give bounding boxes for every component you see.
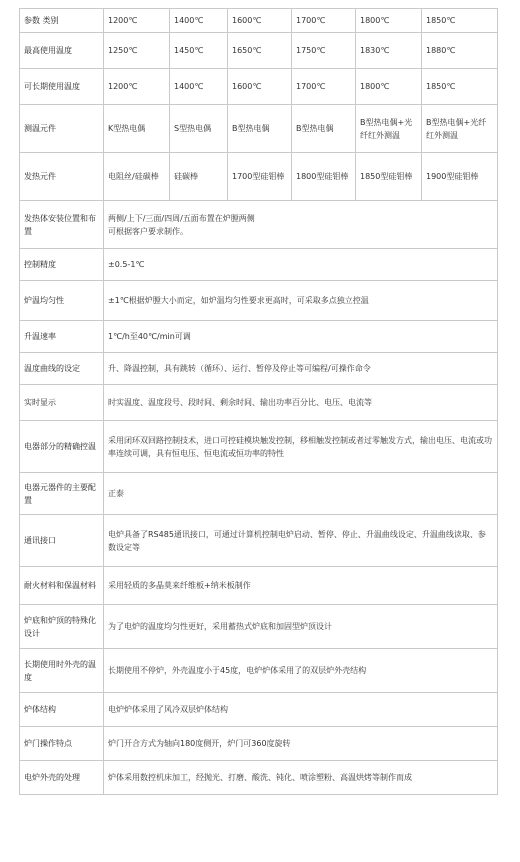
spec-cell: 1600℃ xyxy=(228,9,292,33)
spec-cell: 1450℃ xyxy=(170,33,228,69)
spec-cell: 1880℃ xyxy=(422,33,498,69)
spec-row xyxy=(20,515,498,567)
spec-cell: B型热电偶 xyxy=(228,105,292,153)
spec-cell: 1830℃ xyxy=(356,33,422,69)
row-label: 发热体安装位置和布置 xyxy=(20,201,104,249)
row-label: 参数 类别 xyxy=(20,9,104,33)
spec-value-line: 采用闭环双回路控制技术，进口可控硅模块触发控制，移相触发控制或者过零触发方式，输出电压、电流或功率连续可调，具有恒电压、恒电流或恒功率的特性 xyxy=(108,435,492,458)
spec-row xyxy=(20,649,498,693)
spec-cell: 1800℃ xyxy=(356,69,422,105)
spec-cell: 1200℃ xyxy=(104,9,170,33)
spec-row xyxy=(20,353,498,385)
spec-cell: 1200℃ xyxy=(104,69,170,105)
spec-row xyxy=(20,693,498,727)
row-label: 最高使用温度 xyxy=(20,33,104,69)
spec-cell: 1800℃ xyxy=(356,9,422,33)
row-label: 电炉外壳的处理 xyxy=(20,761,104,795)
spec-cell: K型热电偶 xyxy=(104,105,170,153)
spec-table-body xyxy=(20,9,498,795)
row-label: 测温元件 xyxy=(20,105,104,153)
spec-row xyxy=(20,105,498,153)
spec-value-line: 长期使用不停炉，外壳温度小于45度，电炉炉体采用了的双层炉外壳结构 xyxy=(108,666,367,675)
row-label: 炉底和炉顶的特殊化设计 xyxy=(20,605,104,649)
spec-value-line: 为了电炉的温度均匀性更好，采用蓄热式炉底和加固型炉顶设计 xyxy=(108,622,332,631)
row-label: 炉门操作特点 xyxy=(20,727,104,761)
spec-value xyxy=(104,605,498,649)
spec-value xyxy=(104,761,498,795)
spec-value xyxy=(104,421,498,473)
spec-value-line: ±1℃根据炉膛大小而定，如炉温均匀性要求更高时，可采取多点独立控温 xyxy=(108,296,369,305)
row-label: 炉温均匀性 xyxy=(20,281,104,321)
spec-value-line: 正泰 xyxy=(108,489,124,498)
spec-value-line: 可根据客户要求制作。 xyxy=(108,226,188,236)
spec-cell: 1700℃ xyxy=(292,69,356,105)
spec-value-line: 电炉具备了RS485通讯接口，可通过计算机控制电炉启动、暂停、停止、升温曲线设定、升温曲线读取、参数设定等 xyxy=(108,529,486,552)
spec-value xyxy=(104,281,498,321)
spec-cell: 1400℃ xyxy=(170,9,228,33)
spec-value-line: 炉体采用数控机床加工，经抛光、打磨、酸洗、钝化、喷涂塑粉、高温烘烤等制作而成 xyxy=(108,773,412,782)
spec-row xyxy=(20,249,498,281)
spec-cell: 1800型硅钼棒 xyxy=(292,153,356,201)
spec-cell: 1900型硅钼棒 xyxy=(422,153,498,201)
spec-cell: 电阻丝/硅碳棒 xyxy=(104,153,170,201)
spec-value-line: 电炉炉体采用了风冷双层炉体结构 xyxy=(108,705,228,714)
spec-value xyxy=(104,385,498,421)
spec-value xyxy=(104,727,498,761)
spec-cell: 1650℃ xyxy=(228,33,292,69)
spec-row xyxy=(20,153,498,201)
spec-cell: 1600℃ xyxy=(228,69,292,105)
row-label: 耐火材料和保温材料 xyxy=(20,567,104,605)
spec-value-line: 升、降温控制，具有跳转（循环）、运行、暂停及停止等可编程/可操作命令 xyxy=(108,364,371,373)
spec-cell: 硅碳棒 xyxy=(170,153,228,201)
spec-row xyxy=(20,385,498,421)
row-label: 可长期使用温度 xyxy=(20,69,104,105)
row-label: 控制精度 xyxy=(20,249,104,281)
row-label: 电器部分的精确控温 xyxy=(20,421,104,473)
spec-cell: 1700型硅钼棒 xyxy=(228,153,292,201)
row-label: 炉体结构 xyxy=(20,693,104,727)
spec-cell: 1750℃ xyxy=(292,33,356,69)
spec-cell: 1250℃ xyxy=(104,33,170,69)
spec-cell: B型热电偶+光纤红外测温 xyxy=(356,105,422,153)
spec-row xyxy=(20,9,498,33)
spec-value xyxy=(104,249,498,281)
spec-cell: 1700℃ xyxy=(292,9,356,33)
spec-value xyxy=(104,515,498,567)
spec-cell: 1850℃ xyxy=(422,9,498,33)
spec-value xyxy=(104,201,498,249)
spec-row xyxy=(20,727,498,761)
spec-value-line: 两侧/上下/三面/四周/五面布置在炉膛两侧 xyxy=(108,213,255,223)
spec-cell: 1850℃ xyxy=(422,69,498,105)
spec-value-line: 1℃/h至40℃/min可调 xyxy=(108,332,191,341)
spec-row xyxy=(20,473,498,515)
row-label: 通讯接口 xyxy=(20,515,104,567)
spec-cell: B型热电偶+光纤红外测温 xyxy=(422,105,498,153)
row-label: 发热元件 xyxy=(20,153,104,201)
spec-value-line: 炉门开合方式为轴向180度侧开，炉门可360度旋转 xyxy=(108,739,291,748)
spec-row xyxy=(20,567,498,605)
spec-row xyxy=(20,605,498,649)
spec-value xyxy=(104,321,498,353)
spec-value xyxy=(104,353,498,385)
spec-value xyxy=(104,649,498,693)
row-label: 温度曲线的设定 xyxy=(20,353,104,385)
row-label: 长期使用时外壳的温度 xyxy=(20,649,104,693)
row-label: 电器元器件的主要配置 xyxy=(20,473,104,515)
spec-row xyxy=(20,421,498,473)
spec-value-line: 采用轻质的多晶莫来纤维板+纳米板制作 xyxy=(108,581,251,590)
spec-row xyxy=(20,201,498,249)
spec-row xyxy=(20,281,498,321)
spec-table xyxy=(19,8,498,795)
spec-cell: 1850型硅钼棒 xyxy=(356,153,422,201)
row-label: 升温速率 xyxy=(20,321,104,353)
spec-row xyxy=(20,321,498,353)
spec-value xyxy=(104,567,498,605)
row-label: 实时显示 xyxy=(20,385,104,421)
spec-row xyxy=(20,33,498,69)
spec-row xyxy=(20,69,498,105)
spec-value-line: ±0.5-1℃ xyxy=(108,260,145,269)
spec-cell: S型热电偶 xyxy=(170,105,228,153)
spec-cell: B型热电偶 xyxy=(292,105,356,153)
spec-value xyxy=(104,473,498,515)
spec-cell: 1400℃ xyxy=(170,69,228,105)
spec-value xyxy=(104,693,498,727)
spec-value-line: 时实温度、温度段号、段时间、剩余时间、输出功率百分比、电压、电流等 xyxy=(108,398,372,407)
spec-row xyxy=(20,761,498,795)
